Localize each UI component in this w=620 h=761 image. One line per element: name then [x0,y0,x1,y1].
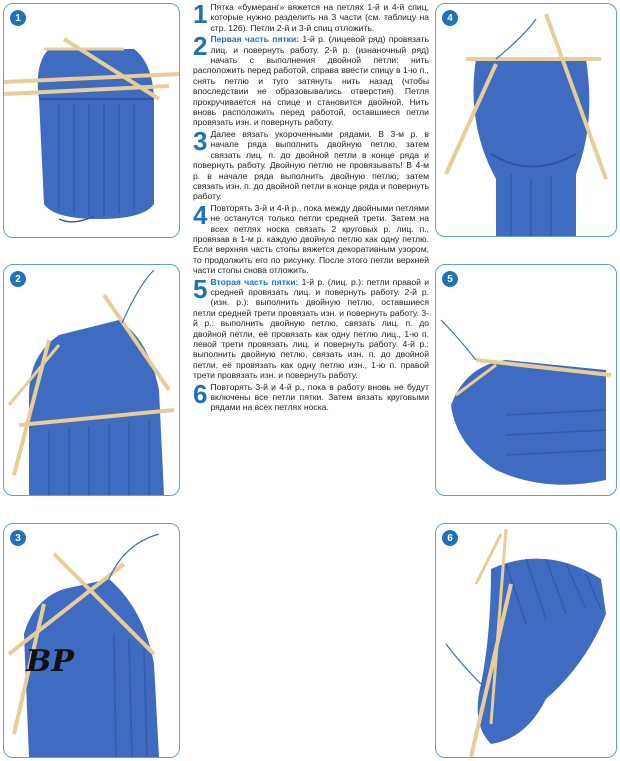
photo-step-2 [3,264,180,496]
photo-step-5 [435,264,617,496]
step-5-title: Вторая часть пятки: [210,276,299,287]
step-1-text: Пятка «бумеранг» вяжется на петлях 1-й и 4-й спиц, которые нужно разделить на 3 части (см. таблицу на стр. 126). Петли 2-й и 3-й спиц отложить. [210,2,429,33]
step-2-title: Первая часть пятки: [210,34,300,45]
photo-step-6 [435,523,617,758]
step-3-text: Далее вязать укороченными рядами. В 3-м р. в начале ряда выполнить двойную петлю, затем связать лиц. п. до двойной петли в конце ряда и повернуть работу. Двойную петлю не провязывать! В 4-м р. в начале ряда выполнить двойную петлю, затем связать изн. п. до двойной петли в конце ряда и повернуть работу. [193,128,429,202]
signature-bp: BP [26,644,74,679]
step-5-badge: 5 [442,271,458,287]
knit-heel-image-2 [4,265,179,495]
step-1-number: 1 [193,0,208,29]
step-6-badge: 6 [442,530,458,546]
step-3-badge: 3 [10,530,26,546]
knit-heel-image-5 [436,265,616,495]
step-3 [193,125,429,202]
step-1 [193,2,429,33]
knit-heel-image-6 [436,524,616,757]
knit-heel-image-3 [4,524,179,757]
step-1-badge: 1 [10,10,26,26]
step-5-number: 5 [193,273,208,304]
step-3-number: 3 [193,125,208,156]
step-2-text: 1-й р. (лицевой ряд) провязать лиц. и повернуть работу. 2-й р. (изнаночный ряд) начать с выполнения двойной петли: нить расположить перед работой, справа ввести спицу в 1-ю п., снять петлю и туго затянуть нить назад (чтобы впоследствии не образовывались отверстия). Петля прокручивается на спице и становится двойной. Нить вновь расположить перед работой, оставшиеся петли провязать изн. и повернуть работу. [193,34,429,128]
step-2-number: 2 [193,31,208,62]
photo-step-1 [3,3,180,238]
step-5 [193,273,429,381]
step-6-text: Повторять 3-й и 4-й р., пока в работу вновь не будут включены все петли пятки. Затем вязать круговыми рядами на всех петлях носка. [210,381,429,413]
step-4-badge: 4 [442,10,458,26]
step-2 [193,31,429,128]
step-5-text: 1-й р. (лиц. р.): петли правой и средней провязать лиц. и повернуть работу. 2-й р. (изн. р.): выполнить двойную петлю, оставшиеся петли средней трети провязать изн. и повернуть работу. 3-й р.: выполнить двойную петлю, связать лиц. п. до двойной петли, её провязать как одну петлю лиц., 1-ю п. левой трети провязать лиц. и повернуть работу. 4-й р.: выполнить двойную петлю, связать изн. п. до двойной петли, её провязать как одну петлю изн., 1-ю п. правой трети провязать изн. и повернуть работу. [193,276,429,381]
knit-heel-image-4 [436,4,616,236]
step-2-badge: 2 [10,271,26,287]
instructions-column [193,2,429,414]
knit-heel-image-1 [4,4,179,237]
photo-step-4 [435,3,617,237]
step-6 [193,378,429,413]
step-4-number: 4 [193,199,208,230]
step-4-text: Повторять 3-й и 4-й р., пока между двойными петлями не останутся только петли средней трети. Затем на всех петлях носка связать 2 круговых р. лиц. п., провязав в 1-м р. каждую двойную петлю как одну петлю. Если верхняя часть стопы вяжется декоративным узором, то продолжить его по рисунку. После этого петли верхней части стопы снова отложить. [193,202,429,276]
step-4 [193,199,429,276]
photo-step-3 [3,523,180,758]
step-6-number: 6 [193,378,208,409]
